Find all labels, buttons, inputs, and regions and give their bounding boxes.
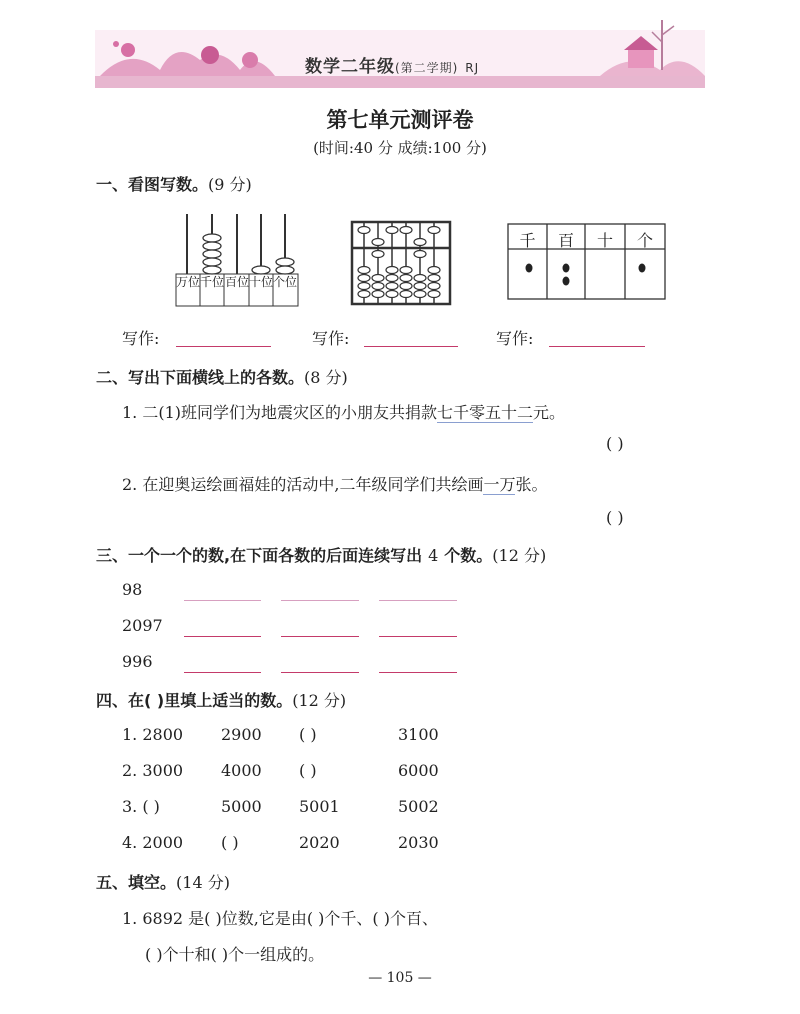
book-title: 数学二年级(第二学期) RJ <box>305 57 480 77</box>
page-title: 第七单元测评卷 <box>326 108 474 132</box>
sequence-cell: 1. 2800 <box>122 725 184 744</box>
table-header-hundreds: 百 <box>557 231 574 250</box>
table-header-ones: 个 <box>636 231 653 250</box>
answer-line[interactable] <box>364 346 458 347</box>
question-5-1: 1. 6892 是( )位数,它是由( )个千、( )个百、 <box>122 909 438 928</box>
start-number: 996 <box>122 652 153 671</box>
sequence-cell: 5001 <box>299 797 340 816</box>
section5-heading: 五、填空。(14 分) <box>96 873 230 892</box>
sequence-cell: 4. 2000 <box>122 833 184 852</box>
section4-heading: 四、在( )里填上适当的数。(12 分) <box>96 691 347 710</box>
section3-heading: 三、一个一个的数,在下面各数的后面连续写出 4 个数。(12 分) <box>96 546 547 565</box>
answer-line[interactable] <box>379 600 457 601</box>
sequence-cell: 5000 <box>221 797 262 816</box>
section1-heading: 一、看图写数。(9 分) <box>96 175 252 194</box>
answer-line[interactable] <box>176 346 271 347</box>
sequence-cell: 3100 <box>398 725 439 744</box>
start-number: 2097 <box>122 616 163 635</box>
place-label: 百位 <box>225 275 250 289</box>
answer-line[interactable] <box>184 672 261 673</box>
answer-line[interactable] <box>379 672 457 673</box>
exam-info: (时间:40 分 成绩:100 分) <box>313 139 487 157</box>
place-label: 千位 <box>200 275 225 289</box>
write-label: 写作: <box>122 329 160 348</box>
place-label: 十位 <box>249 275 274 289</box>
page-number: — 105 — <box>368 970 432 986</box>
abacus-figure <box>350 220 452 306</box>
sequence-cell: 4000 <box>221 761 262 780</box>
answer-line[interactable] <box>184 636 261 637</box>
answer-line[interactable] <box>281 600 359 601</box>
sequence-cell: 2030 <box>398 833 439 852</box>
section2-heading: 二、写出下面横线上的各数。(8 分) <box>96 368 348 387</box>
question-2-2: 2. 在迎奥运绘画福娃的活动中,二年级同学们共绘画一万张。 <box>122 475 548 494</box>
answer-line[interactable] <box>281 672 359 673</box>
answer-line[interactable] <box>184 600 261 601</box>
sequence-blank[interactable]: 3. ( ) <box>122 797 160 816</box>
header-band <box>95 76 705 88</box>
question-5-1-continued: ( )个十和( )个一组成的。 <box>145 945 325 964</box>
sequence-blank[interactable]: ( ) <box>221 833 239 852</box>
sequence-blank[interactable]: ( ) <box>299 761 317 780</box>
answer-paren[interactable]: ( ) <box>606 434 624 453</box>
place-label: 个位 <box>273 275 298 289</box>
sequence-cell: 2. 3000 <box>122 761 184 780</box>
start-number: 98 <box>122 580 143 599</box>
table-header-thousands: 千 <box>519 231 536 250</box>
write-label: 写作: <box>312 329 350 348</box>
page-header <box>0 0 800 95</box>
question-2-1: 1. 二(1)班同学们为地震灾区的小朋友共捐款七千零五十二元。 <box>122 403 566 422</box>
sequence-cell: 5002 <box>398 797 439 816</box>
write-label: 写作: <box>496 329 534 348</box>
answer-line[interactable] <box>281 636 359 637</box>
table-header-tens: 十 <box>596 231 613 250</box>
answer-line[interactable] <box>549 346 645 347</box>
answer-line[interactable] <box>379 636 457 637</box>
counting-frame-figure <box>175 212 305 308</box>
answer-paren[interactable]: ( ) <box>606 508 624 527</box>
sequence-cell: 6000 <box>398 761 439 780</box>
sequence-cell: 2900 <box>221 725 262 744</box>
sequence-cell: 2020 <box>299 833 340 852</box>
place-label: 万位 <box>176 275 201 289</box>
sequence-blank[interactable]: ( ) <box>299 725 317 744</box>
